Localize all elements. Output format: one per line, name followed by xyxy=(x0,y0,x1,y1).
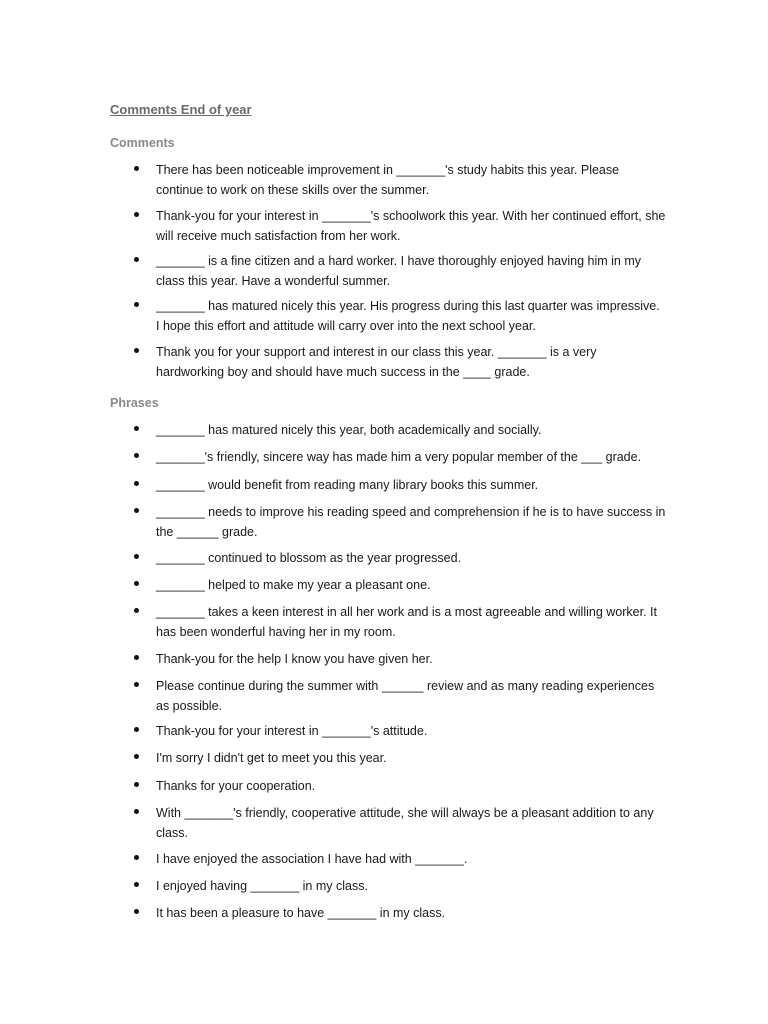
phrases-heading: Phrases xyxy=(110,396,159,410)
phrase-text: I have enjoyed the association I have had with _______. xyxy=(156,852,468,866)
phrase-text: Thank-you for your interest in _______'s attitude. xyxy=(156,724,428,738)
phrase-text: _______ helped to make my year a pleasant one. xyxy=(156,578,431,592)
comment-text: _______ has matured nicely this year. His progress during this last quarter was impressive. I hope this effort and attitude will carry over into the next school year. xyxy=(156,299,660,333)
bullet-icon xyxy=(134,481,139,486)
bullet-icon xyxy=(134,682,139,687)
phrase-text: _______ takes a keen interest in all her work and is a most agreeable and willing worker. It has been wonderful having her in my room. xyxy=(156,605,657,639)
phrase-text: I'm sorry I didn't get to meet you this year. xyxy=(156,751,387,765)
bullet-icon xyxy=(134,754,139,759)
phrase-text: _______ has matured nicely this year, both academically and socially. xyxy=(156,423,542,437)
bullet-icon xyxy=(134,727,139,732)
bullet-icon xyxy=(134,809,139,814)
comments-heading: Comments xyxy=(110,136,175,150)
phrase-text: With _______'s friendly, cooperative attitude, she will always be a pleasant addition to any class. xyxy=(156,806,654,840)
comment-text: There has been noticeable improvement in _______'s study habits this year. Please continue to work on these skills over the summer. xyxy=(156,163,620,197)
bullet-icon xyxy=(134,554,139,559)
bullet-icon xyxy=(134,453,139,458)
bullet-icon xyxy=(134,348,139,353)
phrase-text: _______ would benefit from reading many library books this summer. xyxy=(156,478,539,492)
bullet-icon xyxy=(134,909,139,914)
phrase-text: Please continue during the summer with ______ review and as many reading experiences as possible. xyxy=(156,679,655,713)
bullet-icon xyxy=(134,855,139,860)
comment-text: _______ is a fine citizen and a hard worker. I have thoroughly enjoyed having him in my class this year. Have a wonderful summer. xyxy=(156,254,642,288)
phrase-text: It has been a pleasure to have _______ in my class. xyxy=(156,906,446,920)
phrase-text: _______ needs to improve his reading speed and comprehension if he is to have success in the ______ grade. xyxy=(156,505,666,539)
phrase-text: _______'s friendly, sincere way has made him a very popular member of the ___ grade. xyxy=(156,450,642,464)
bullet-icon xyxy=(134,655,139,660)
bullet-icon xyxy=(134,608,139,613)
comment-text: Thank you for your support and interest in our class this year. _______ is a very hardworking boy and should have much success in the ____ grade. xyxy=(156,345,597,379)
bullet-icon xyxy=(134,166,139,171)
bullet-icon xyxy=(134,212,139,217)
phrase-text: _______ continued to blossom as the year progressed. xyxy=(156,551,462,565)
bullet-icon xyxy=(134,257,139,262)
bullet-icon xyxy=(134,882,139,887)
phrase-text: Thanks for your cooperation. xyxy=(156,779,316,793)
bullet-icon xyxy=(134,782,139,787)
bullet-icon xyxy=(134,581,139,586)
bullet-icon xyxy=(134,426,139,431)
bullet-icon xyxy=(134,508,139,513)
phrase-text: Thank-you for the help I know you have given her. xyxy=(156,652,433,666)
comment-text: Thank-you for your interest in _______'s schoolwork this year. With her continued effort, she will receive much satisfaction from her work. xyxy=(156,209,666,243)
phrase-text: I enjoyed having _______ in my class. xyxy=(156,879,368,893)
bullet-icon xyxy=(134,302,139,307)
document-title: Comments End of year xyxy=(110,102,252,117)
